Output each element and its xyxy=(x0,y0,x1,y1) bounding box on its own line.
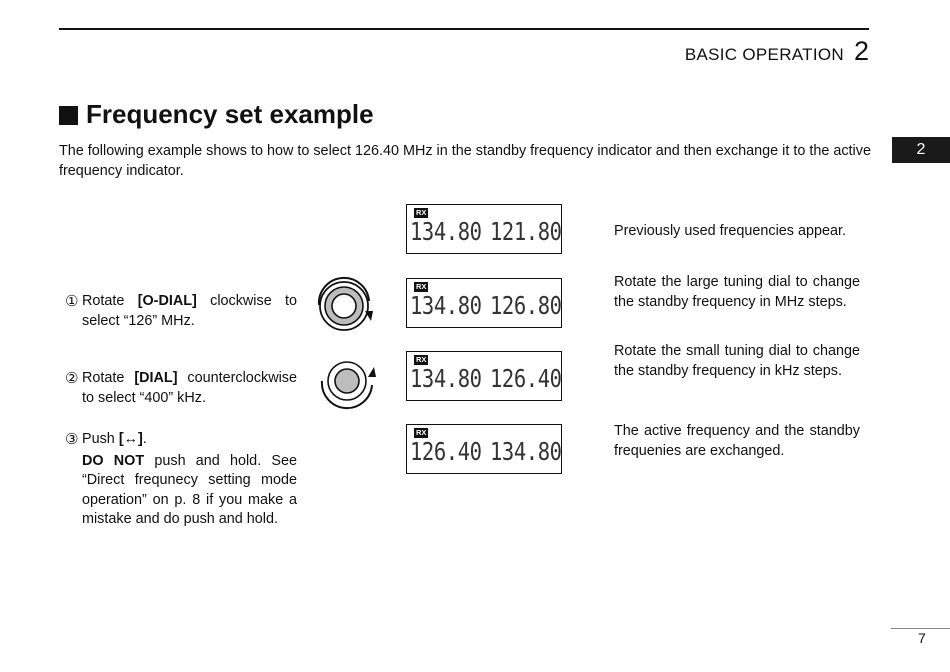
page-number: 7 xyxy=(918,630,926,646)
active-frequency: 134.80 xyxy=(410,364,482,393)
step-text-post: counterclockwise to select “400” kHz. xyxy=(82,370,297,406)
step-text-pre: Rotate xyxy=(82,370,135,386)
warning-text: push and hold. See “Direct frequnecy setting mode operation” on p. 8 if you make a mistake and do push and hold. xyxy=(82,452,297,527)
lcd-display-step3 xyxy=(406,424,562,474)
step-body xyxy=(82,430,297,450)
key-label: [↔] xyxy=(118,431,143,447)
active-frequency: 126.40 xyxy=(410,437,482,466)
standby-frequency: 134.80 xyxy=(490,437,562,466)
lcd-display-step1 xyxy=(406,278,562,328)
description-initial: Previously used frequencies appear. xyxy=(614,223,846,239)
step-1 xyxy=(65,292,297,331)
chapter-tab: 2 xyxy=(892,137,950,163)
rx-badge: RX xyxy=(416,428,427,437)
key-label: [DIAL] xyxy=(134,370,178,386)
chapter-title: BASIC OPERATION xyxy=(684,45,844,64)
outer-dial-clockwise-icon xyxy=(313,275,375,337)
description-step1: Rotate the large tuning dial to change the standby frequency in MHz steps. xyxy=(614,274,860,310)
rx-badge: RX xyxy=(416,355,427,364)
lcd-display-step2 xyxy=(406,351,562,401)
standby-frequency: 121.80 xyxy=(490,217,562,246)
warning-label: DO NOT xyxy=(82,452,145,469)
step-text-pre: Push xyxy=(82,431,119,447)
step-text-post: . xyxy=(142,431,147,447)
step-number: ② xyxy=(65,370,79,387)
section-title: Frequency set example xyxy=(86,99,374,129)
footer-rule xyxy=(891,628,950,629)
lcd-display-initial xyxy=(406,204,562,254)
step-text-pre: Rotate xyxy=(82,293,138,309)
standby-frequency: 126.80 xyxy=(490,291,562,320)
standby-frequency: 126.40 xyxy=(490,364,562,393)
step-3 xyxy=(65,430,297,530)
key-label: [O-DIAL] xyxy=(137,293,197,309)
step-body xyxy=(82,292,297,331)
step-warning xyxy=(82,452,297,530)
step-number: ① xyxy=(65,293,79,310)
active-frequency: 134.80 xyxy=(410,291,482,320)
description-step2: Rotate the small tuning dial to change the standby frequency in kHz steps. xyxy=(614,343,860,379)
active-frequency: 134.80 xyxy=(410,217,482,246)
rx-badge: RX xyxy=(416,282,427,291)
inner-dial-counterclockwise-icon xyxy=(316,353,378,415)
step-text-post: clockwise to select “126” MHz. xyxy=(82,293,297,329)
step-body xyxy=(82,369,297,408)
step-2 xyxy=(65,369,297,408)
description-step3: The active frequency and the standby frequenies are exchanged. xyxy=(614,423,860,459)
section-heading xyxy=(59,99,374,130)
heading-square-icon xyxy=(59,106,78,125)
step-number: ③ xyxy=(65,431,79,448)
intro-paragraph: The following example shows to how to select 126.40 MHz in the standby frequency indicator and then exchange it to the active frequency indicator. xyxy=(59,143,871,179)
chapter-header xyxy=(685,36,869,67)
chapter-number: 2 xyxy=(853,36,869,66)
rx-badge: RX xyxy=(416,208,427,217)
top-rule xyxy=(59,28,869,30)
